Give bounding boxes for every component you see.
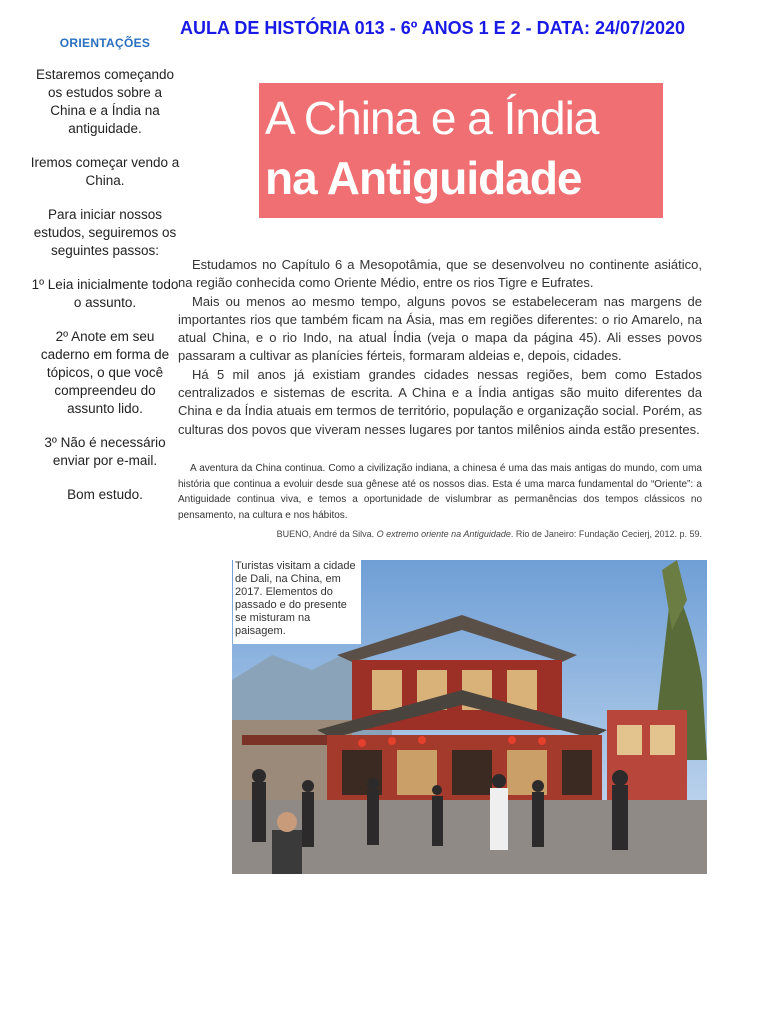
citation-author: BUENO, André da Silva. [276,529,377,539]
chapter-title-line-1: A China e a Índia [265,92,599,144]
lesson-header-title: AULA DE HISTÓRIA 013 - 6º ANOS 1 E 2 - DATA: 24/07/2020 [180,18,686,38]
sidebar-step-3: 3º Não é necessário enviar por e-mail. [44,435,166,468]
quote-text: A aventura da China continua. Como a civilização indiana, a chinesa é uma das mais antigas do mundo, com uma história que continua a evoluir desde sua gênese até os nossos dias. Esta é uma marca fundamental do “Oriente”: a Antiguidade continua viva, e temos a oportunidade de vislumbrar as permanências dos tempos clássicos no pensamento, na cultura e nos hábitos. [178,463,702,521]
photo-caption: Turistas visitam a cidade de Dali, na China, em 2017. Elementos do passado e do presente se misturam na paisagem. [233,560,361,644]
citation-publisher: . Rio de Janeiro: Fundação Cecierj, 2012. p. 59. [510,529,702,539]
chapter-title-banner [259,83,663,218]
sidebar-step-1: 1º Leia inicialmente todo o assunto. [31,277,179,310]
body-paragraph-1: Estudamos no Capítulo 6 a Mesopotâmia, que se desenvolveu no continente asiático, na região conhecida como Oriente Médio, entre os rios Tigre e Eufrates. [178,257,702,291]
sidebar-paragraph-china: Iremos começar vendo a China. [30,155,180,188]
sidebar-paragraph-steps-intro: Para iniciar nossos estudos, seguiremos os seguintes passos: [33,207,177,258]
body-paragraph-2: Mais ou menos ao mesmo tempo, alguns povos se estabeleceram nas margens de importantes rios que também ficam na Ásia, mas em regiões diferentes: o rio Amarelo, na atual China, e o rio Indo, na atual Índia (veja o mapa da página 45). Ali esses povos passaram a cultivar as planícies férteis, formaram aldeias e, depois, cidades. [178,293,702,364]
orientations-sidebar [30,36,180,520]
orientations-heading: ORIENTAÇÕES [59,36,151,50]
body-paragraph-3: Há 5 mil anos já existiam grandes cidades nessas regiões, bem como Estados centralizados e sistemas de escrita. A China e a Índia antigas são muito diferentes da China e da Índia atuais em termos de território, população e organização social. Porém, as culturas dos povos que viveram nesses lugares por tantos milênios ainda estão presentes. [178,366,702,437]
citation-title: O extremo oriente na Antiguidade [376,529,511,539]
chapter-title-line-2: na Antiguidade [265,152,582,204]
quote-citation [178,529,702,539]
sidebar-step-2: 2º Anote em seu caderno em forma de tópicos, o que você compreendeu do assunto lido. [40,329,170,416]
chapter-body-text [178,256,702,439]
quote-block [178,461,702,523]
sidebar-paragraph-intro: Estaremos começando os estudos sobre a China e a Índia na antiguidade. [35,67,175,136]
sidebar-closing: Bom estudo. [67,487,143,502]
